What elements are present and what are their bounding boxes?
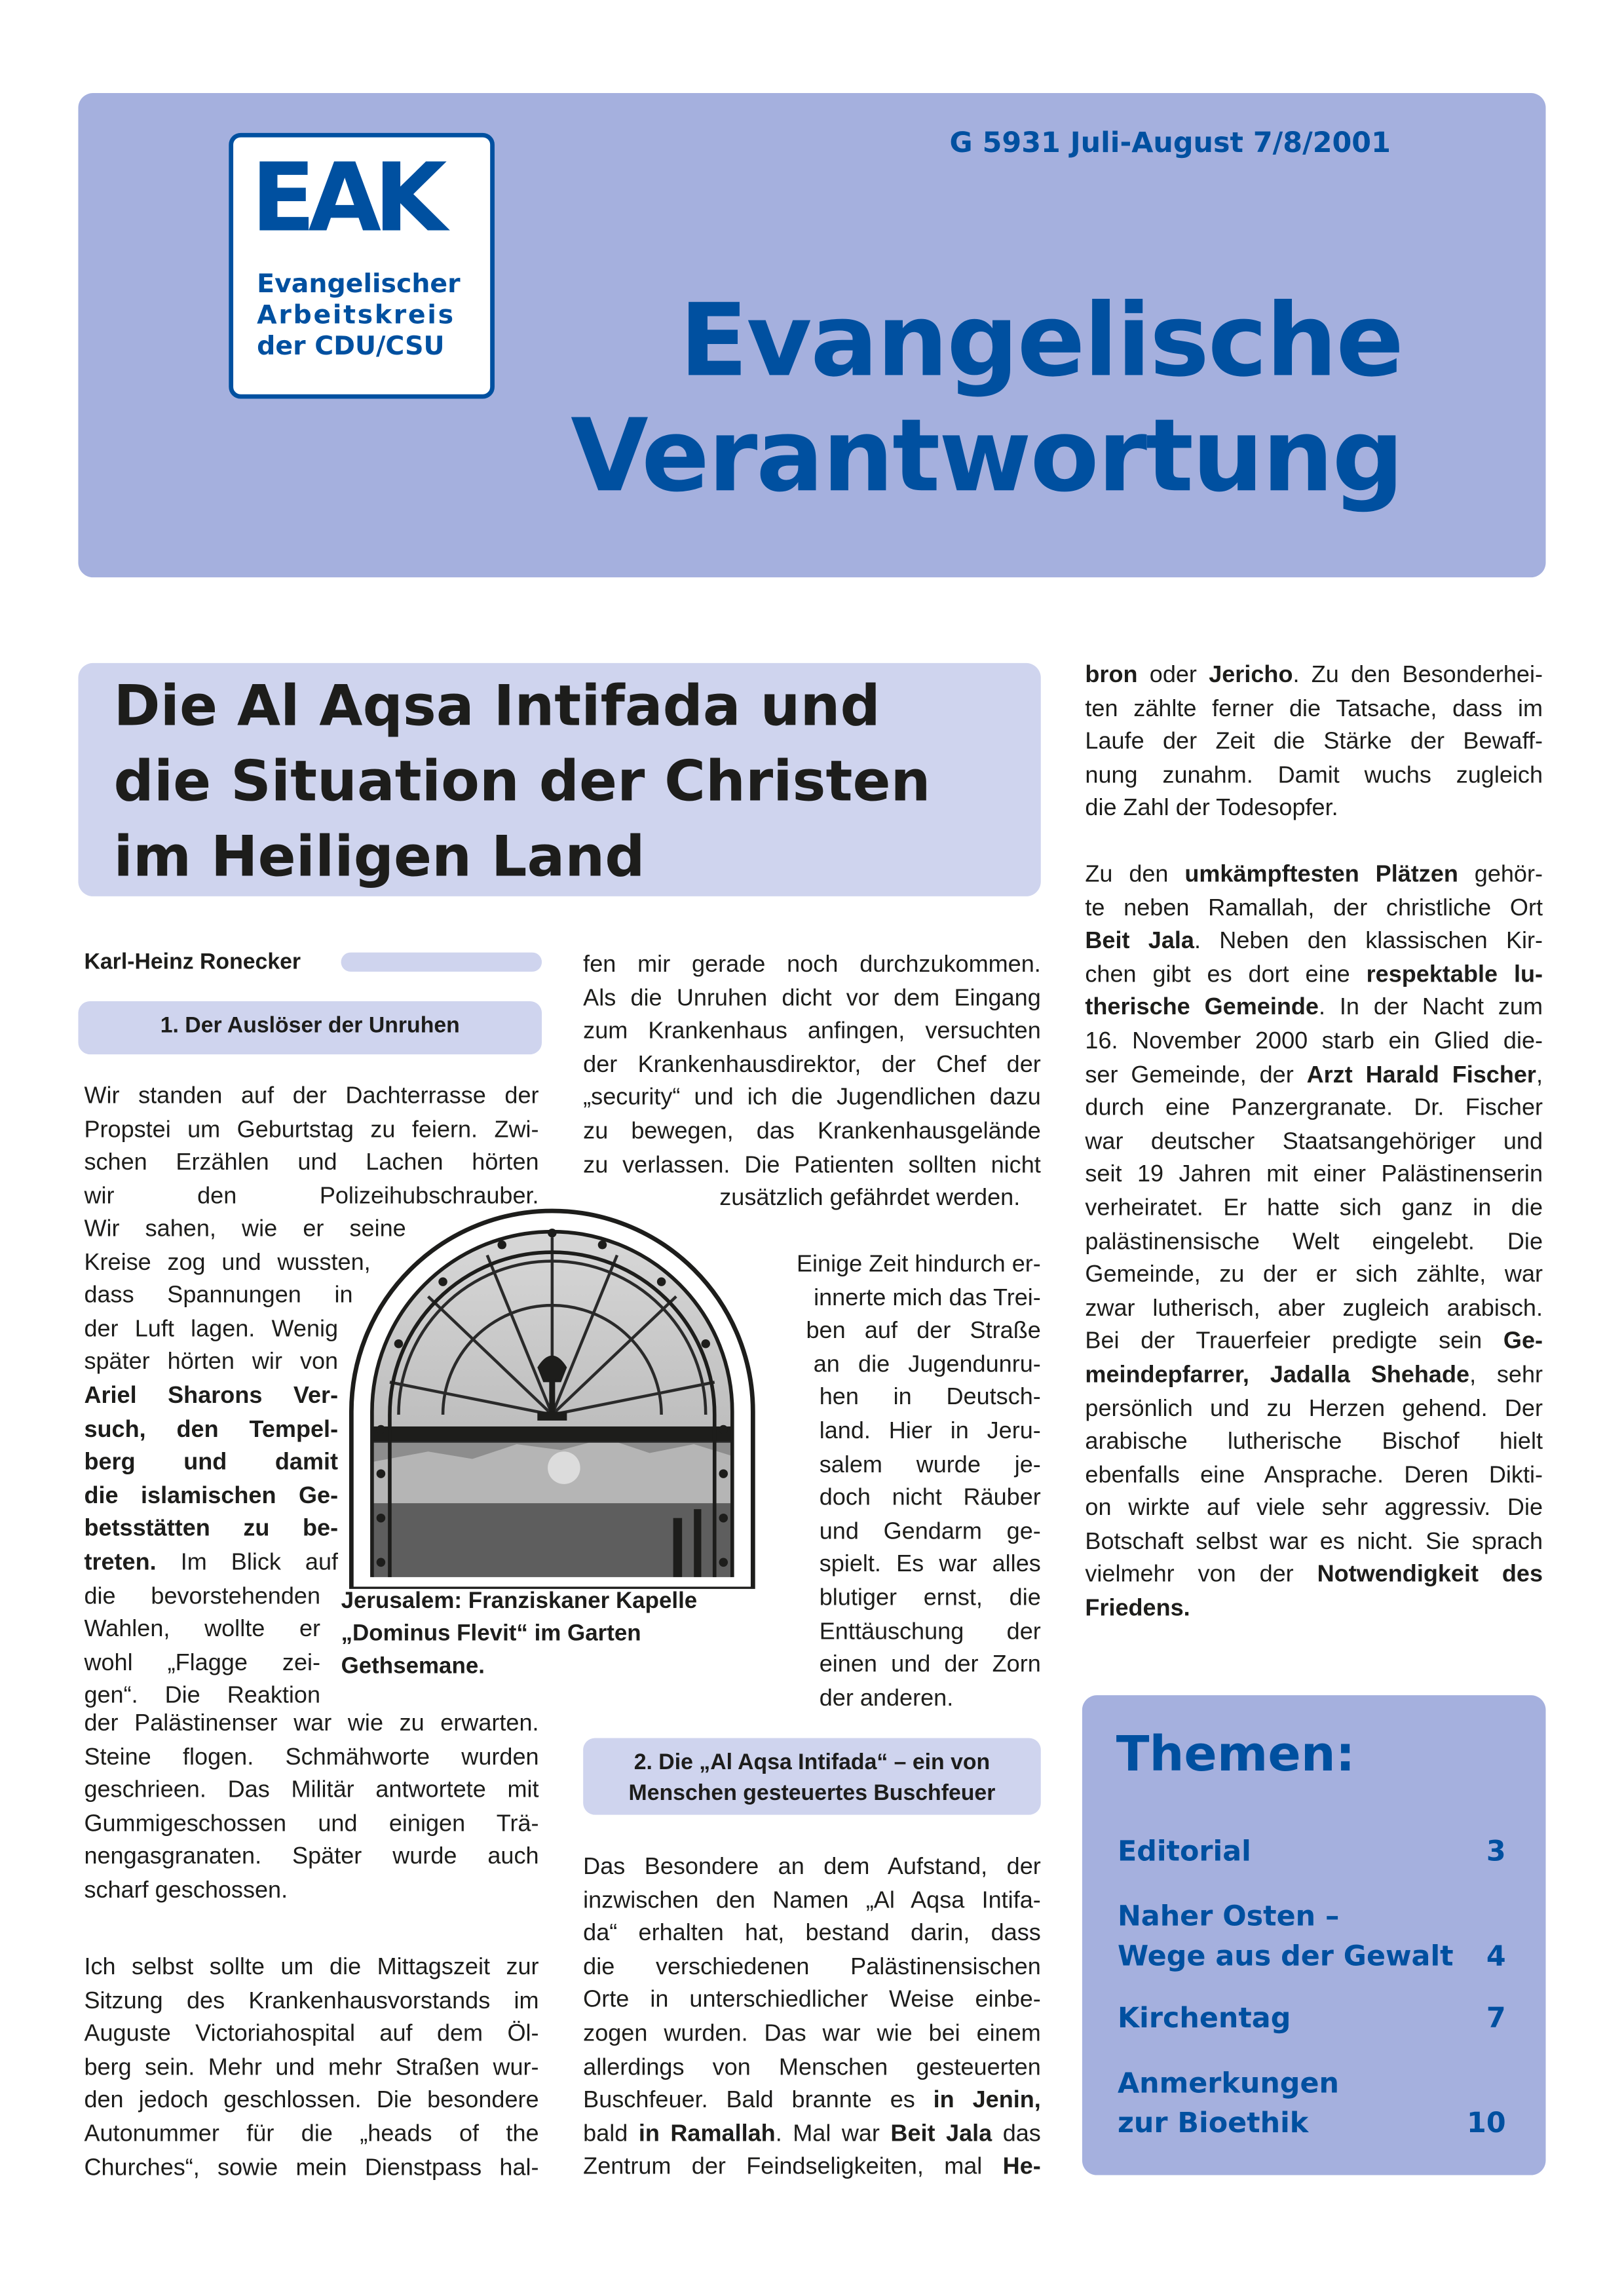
text-line: dass Spannungen in (84, 1283, 353, 1309)
text-line: Enttäuschung der (819, 1619, 1041, 1645)
toc-item-naher-osten[interactable] (1118, 1898, 1454, 1978)
text-line: Wahlen, wollte er (84, 1617, 321, 1643)
text-line: Wir standen auf der Dachterrasse der (84, 1084, 539, 1109)
text-line: treten. Im Blick auf (84, 1550, 339, 1576)
text-line: Friedens. (1085, 1596, 1190, 1622)
text-line: Zentrum der Feindseligkeiten, mal He- (583, 2154, 1041, 2181)
text-line: Orte in unterschiedlicher Weise einbe- (583, 1988, 1041, 2014)
column2-top (583, 949, 1041, 1216)
text-line: Steine flogen. Schmähworte wurden (84, 1744, 539, 1770)
logo-line: Evangelischer (257, 270, 461, 300)
column1-paragraph1-top (84, 1081, 538, 1215)
text-line: on wirkte auf viele sehr aggressiv. Die (1085, 1496, 1543, 1521)
text-line: te neben Ramallah, der christliche Ort (1085, 896, 1543, 921)
headline-line: im Heiligen Land (113, 824, 645, 889)
text-line: berg sein. Mehr und mehr Straßen wur- (84, 2055, 539, 2080)
text-line: die Zahl der Todesopfer. (1085, 796, 1338, 822)
themen-title: Themen: (1116, 1725, 1355, 1783)
text-line: Einige Zeit hindurch er- (796, 1252, 1041, 1278)
column1-paragraph1-bottom (84, 1708, 538, 1909)
text-line: Gummigeschossen und einigen Trä- (84, 1811, 539, 1837)
text-line: der anderen. (819, 1685, 954, 1712)
text-line: durch eine Panzergranate. Dr. Fischer (1085, 1096, 1543, 1121)
text-line: blutiger ernst, die (819, 1586, 1041, 1611)
text-line: Sitzung des Krankenhausvorstands im (84, 1988, 539, 2014)
text-line: Das Besondere an dem Aufstand, der (583, 1854, 1041, 1880)
text-line: salem wurde je- (819, 1452, 1041, 1478)
text-line: Buschfeuer. Bald brannte es in Jenin, (583, 2088, 1041, 2114)
text-line: war deutscher Staatsangehöriger und (1085, 1129, 1543, 1155)
text-line: Propstei um Geburtstag zu feiern. Zwi- (84, 1117, 539, 1143)
text-line: ten zählte ferner die Tatsache, dass im (1085, 696, 1543, 722)
text-line: wir den Polizeihubschrauber. (84, 1183, 539, 1210)
logo-mark: EAK (251, 144, 440, 254)
text-line: such, den Tempel- (84, 1417, 339, 1442)
chapel-window-photo (339, 1208, 765, 1588)
column3-paragraph1 (1085, 660, 1543, 827)
text-line: später hörten wir von (84, 1350, 339, 1375)
text-line: zwar lutherisch, aber zugleich arabisch. (1085, 1296, 1543, 1322)
column3-paragraph2 (1085, 860, 1543, 1627)
text-line: Ich selbst sollte um die Mittagszeit zur (84, 1955, 539, 1981)
text-line: bron oder Jericho. Zu den Besonderhei- (1085, 662, 1543, 689)
text-line: betsstätten zu be- (84, 1517, 339, 1542)
text-line: therische Gemeinde. In der Nacht zum (1085, 995, 1543, 1022)
article-headline (114, 669, 1029, 895)
text-line: Beit Jala. Neben den klassischen Kir- (1085, 928, 1543, 955)
text-line: nengasgranaten. Später wurde auch (84, 1845, 539, 1870)
text-line: der Krankenhausdirektor, der Chef der (583, 1052, 1041, 1078)
text-line: Kreise zog und wussten, (84, 1250, 371, 1276)
text-line: gen“. Die Reaktion (84, 1683, 321, 1710)
text-line: zu bewegen, das Krankenhausgelände (583, 1119, 1041, 1145)
text-line: doch nicht Räuber (819, 1485, 1041, 1511)
section-heading-line: 2. Die „Al Aqsa Intifada“ – ein von (633, 1750, 991, 1775)
text-line: Churches“, sowie mein Dienstpass hal- (84, 2155, 539, 2181)
headline-line: Die Al Aqsa Intifada und (113, 673, 880, 738)
logo-text (257, 270, 461, 363)
text-line: arabische lutherische Bischof hielt (1085, 1429, 1543, 1455)
text-line: der Palästinenser war wie zu erwarten. (84, 1711, 539, 1737)
toc-item-label: zur Bioethik (1117, 2107, 1309, 2140)
text-line: allerdings von Menschen gesteuerten (583, 2055, 1041, 2080)
text-line: schen Erzählen und Lachen hörten (84, 1150, 539, 1176)
text-line: seit 19 Jahren mit einer Palästinenserin (1085, 1162, 1543, 1188)
author-rule (341, 953, 542, 972)
text-line: zusätzlich gefährdet werden. (719, 1185, 1021, 1212)
caption-line: Gethsemane. (341, 1654, 485, 1679)
column2-bottom (583, 1852, 1041, 2185)
text-line: spielt. Es war alles (819, 1552, 1041, 1578)
toc-item-label: Naher Osten – (1117, 1900, 1340, 1933)
caption-line: Jerusalem: Franziskaner Kapelle (341, 1588, 698, 1615)
text-line: land. Hier in Jeru- (819, 1419, 1041, 1444)
text-line: berg und damit (84, 1450, 339, 1476)
text-line: Gemeinde, zu der er sich zählte, war (1085, 1263, 1543, 1288)
text-line: innerte mich das Trei- (814, 1285, 1041, 1311)
toc-item-kirchentag[interactable] (1118, 1999, 1291, 2039)
text-line: meindepfarrer, Jadalla Shehade, sehr (1085, 1362, 1543, 1388)
section-heading-line: Menschen gesteuertes Buschfeuer (628, 1780, 996, 1807)
logo-line: Arbeitskreis (257, 301, 455, 331)
text-line: ser Gemeinde, der Arzt Harald Fischer, (1085, 1062, 1543, 1088)
text-line: fen mir gerade noch durchzukommen. (583, 952, 1041, 978)
text-line: ben auf der Straße (806, 1318, 1041, 1345)
text-line: den jedoch geschlossen. Die besondere (84, 2088, 539, 2114)
toc-item-editorial[interactable] (1118, 1833, 1251, 1873)
toc-item-label: Editorial (1117, 1835, 1251, 1868)
author-name: Karl-Heinz Ronecker (84, 949, 301, 975)
text-line: Wir sahen, wie er seine (84, 1216, 406, 1242)
headline-line: die Situation der Christen (113, 748, 931, 814)
caption-line: „Dominus Flevit“ im Garten (341, 1621, 641, 1647)
text-line: Autonummer für die „heads of the (84, 2122, 539, 2147)
text-line: die verschiedenen Palästinensischen (583, 1955, 1041, 1980)
toc-item-page: 4 (1486, 1940, 1506, 1973)
column1-paragraph2 (84, 1952, 538, 2185)
text-line: inzwischen den Namen „Al Aqsa Intifa- (583, 1888, 1041, 1913)
text-line: und Gendarm ge- (819, 1519, 1041, 1544)
text-line: palästinensische Welt eingelebt. Die (1085, 1229, 1543, 1255)
text-line: 16. November 2000 starb ein Glied die- (1085, 1029, 1543, 1054)
text-line: wohl „Flagge zei- (84, 1650, 321, 1676)
text-line: nung zunahm. Damit wuchs zugleich (1085, 763, 1543, 788)
text-line: ebenfalls eine Ansprache. Deren Dikti- (1085, 1463, 1543, 1488)
toc-item-label: Wege aus der Gewalt (1117, 1940, 1454, 1973)
masthead-title-line2: Verantwortung (571, 398, 1403, 516)
text-line: hen in Deutsch- (819, 1385, 1041, 1411)
text-line: die bevorstehenden (84, 1584, 321, 1609)
text-line: zu verlassen. Die Patienten sollten nicht (583, 1153, 1041, 1178)
text-line: geschrieen. Das Militär antwortete mit (84, 1778, 539, 1804)
text-line: scharf geschossen. (84, 1878, 288, 1904)
text-line: chen gibt es dort eine respektable lu- (1085, 962, 1543, 988)
text-line: Zu den umkämpftesten Plätzen gehör- (1085, 862, 1543, 888)
toc-item-label: Anmerkungen (1117, 2067, 1340, 2100)
text-line: die islamischen Ge- (84, 1483, 339, 1509)
text-line: bald in Ramallah. Mal war Beit Jala das (583, 2121, 1041, 2147)
text-line: vielmehr von der Notwendigkeit des (1085, 1563, 1543, 1588)
text-line: Bei der Trauerfeier predigte sein Ge- (1085, 1329, 1543, 1355)
eak-logo (229, 133, 495, 399)
text-line: zum Krankenhaus anfingen, versuchten (583, 1019, 1041, 1044)
logo-line: der CDU/CSU (257, 332, 445, 362)
text-line: einen und der Zorn (819, 1653, 1041, 1678)
text-line: persönlich und zu Herzen gehend. Der (1085, 1396, 1543, 1422)
toc-item-page: 3 (1486, 1835, 1506, 1868)
masthead-title-line1: Evangelische (679, 283, 1403, 400)
text-line: zogen wurden. Das war wie bei einem (583, 2021, 1041, 2047)
toc-item-label: Kirchentag (1117, 2002, 1291, 2035)
column2-wrap (765, 1250, 1040, 1717)
toc-item-page: 10 (1467, 2107, 1506, 2140)
text-line: Als die Unruhen dicht vor dem Eingang (583, 985, 1041, 1011)
text-line: „security“ und ich die Jugendlichen dazu (583, 1086, 1041, 1111)
section-heading-1: 1. Der Auslöser der Unruhen (160, 1012, 460, 1039)
section-heading-2 (583, 1747, 1041, 1809)
text-line: Laufe der Zeit die Stärke der Bewaff- (1085, 729, 1543, 756)
toc-item-bioethik[interactable] (1118, 2065, 1339, 2145)
photo-caption (341, 1586, 698, 1683)
text-line: Ariel Sharons Ver- (84, 1383, 339, 1409)
text-line: an die Jugendunru- (813, 1352, 1041, 1378)
text-line: da“ erhalten hat, bestand darin, dass (583, 1921, 1041, 1947)
issue-number: G 5931 Juli-August 7/8/2001 (949, 126, 1391, 160)
text-line: Botschaft selbst war es nicht. Sie sprach (1085, 1529, 1543, 1555)
toc-item-page: 7 (1486, 2002, 1506, 2035)
text-line: verheiratet. Er hatte sich ganz in die (1085, 1196, 1543, 1221)
text-line: der Luft lagen. Wenig (84, 1316, 339, 1343)
text-line: Auguste Victoriahospital auf dem Öl- (84, 2021, 539, 2047)
